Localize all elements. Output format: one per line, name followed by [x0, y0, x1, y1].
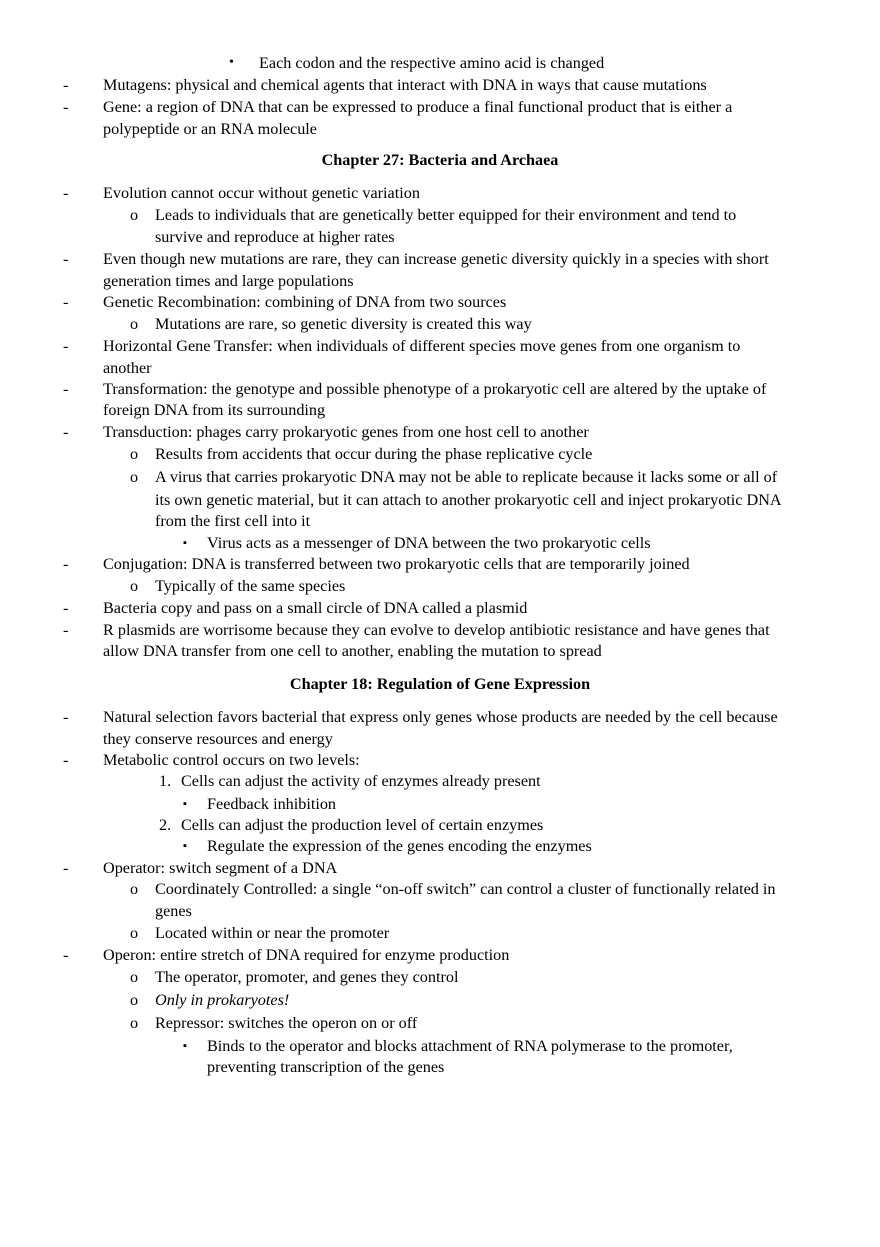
dash-marker: -: [63, 599, 69, 617]
subitem-repressor: Repressor: switches the operon on or off: [155, 1014, 418, 1032]
subitem-coordinately-cont: genes: [155, 902, 192, 920]
chapter-18-heading: Chapter 18: Regulation of Gene Expression: [289, 675, 591, 693]
square-marker: ▪: [183, 1040, 187, 1052]
item-r-plasmids-cont: allow DNA transfer from one cell to another, enabling the mutation to spread: [103, 642, 602, 660]
circle-marker: o: [130, 206, 139, 224]
subitem-mutations-rare: Mutations are rare, so genetic diversity is created this way: [155, 315, 532, 333]
item-mutations-rare-cont: generation times and large populations: [103, 272, 354, 290]
item-natural-selection: Natural selection favors bacterial that express only genes whose products are needed by the cell because: [103, 708, 778, 726]
dash-marker: -: [63, 621, 69, 639]
dash-marker: -: [63, 751, 69, 769]
dash-marker: -: [63, 859, 69, 877]
subitem-accidents: Results from accidents that occur during the phase replicative cycle: [155, 445, 593, 463]
subitem-virus: A virus that carries prokaryotic DNA may not be able to replicate because it lacks some or all of: [155, 468, 778, 486]
subitem-virus-cont: its own genetic material, but it can attach to another prokaryotic cell and inject prokaryotic DNA: [155, 491, 782, 509]
dash-marker: -: [63, 184, 69, 202]
dash-marker: -: [63, 555, 69, 573]
item-operator: Operator: switch segment of a DNA: [103, 859, 338, 877]
item-transduction: Transduction: phages carry prokaryotic genes from one host cell to another: [103, 423, 589, 441]
subitem-virus-cont2: from the first cell into it: [155, 512, 311, 530]
dash-marker: -: [63, 380, 69, 398]
circle-marker: o: [130, 968, 139, 986]
circle-marker: o: [130, 924, 139, 942]
chapter-27-heading: Chapter 27: Bacteria and Archaea: [321, 151, 559, 169]
item-r-plasmids: R plasmids are worrisome because they can evolve to develop antibiotic resistance and have genes that: [103, 621, 770, 639]
item-conjugation: Conjugation: DNA is transferred between two prokaryotic cells that are temporarily joined: [103, 555, 690, 573]
subitem-coordinately: Coordinately Controlled: a single “on-off switch” can control a cluster of functionally related in: [155, 880, 776, 898]
subsubitem-regulate: Regulate the expression of the genes encoding the enzymes: [207, 837, 592, 855]
bullet-text: Each codon and the respective amino acid is changed: [259, 54, 605, 72]
subsubitem-binds: Binds to the operator and blocks attachment of RNA polymerase to the promoter,: [207, 1037, 733, 1055]
subsubitem-binds-cont: preventing transcription of the genes: [207, 1058, 445, 1076]
square-marker: ▪: [183, 537, 187, 549]
dash-marker: -: [63, 423, 69, 441]
subsubitem-feedback: Feedback inhibition: [207, 795, 337, 813]
circle-marker: o: [130, 315, 139, 333]
item-metabolic-control: Metabolic control occurs on two levels:: [103, 751, 360, 769]
numbered-item-2: Cells can adjust the production level of certain enzymes: [181, 816, 544, 834]
dash-marker: -: [63, 98, 69, 116]
circle-marker: o: [130, 468, 139, 486]
subitem-leads-cont: survive and reproduce at higher rates: [155, 228, 395, 246]
subitem-same-species: Typically of the same species: [155, 577, 346, 595]
circle-marker: o: [130, 880, 139, 898]
item-natural-selection-cont: they conserve resources and energy: [103, 730, 333, 748]
item-plasmid: Bacteria copy and pass on a small circle of DNA called a plasmid: [103, 599, 528, 617]
item-hgt-cont: another: [103, 359, 152, 377]
square-marker: ▪: [183, 840, 187, 852]
item-hgt: Horizontal Gene Transfer: when individuals of different species move genes from one organism to: [103, 337, 741, 355]
item-mutations-rare: Even though new mutations are rare, they can increase genetic diversity quickly in a species with short: [103, 250, 769, 268]
dash-marker: -: [63, 337, 69, 355]
dash-marker: -: [63, 76, 69, 94]
number-marker: 2.: [159, 816, 172, 834]
dash-marker: -: [63, 708, 69, 726]
bullet-marker: •: [229, 55, 234, 70]
item-transformation: Transformation: the genotype and possible phenotype of a prokaryotic cell are altered by the uptake of: [103, 380, 767, 398]
subitem-located: Located within or near the promoter: [155, 924, 390, 942]
circle-marker: o: [130, 991, 139, 1009]
item-transformation-cont: foreign DNA from its surrounding: [103, 401, 326, 419]
item-gene: Gene: a region of DNA that can be expressed to produce a final functional product that is either a: [103, 98, 733, 116]
item-recombination: Genetic Recombination: combining of DNA from two sources: [103, 293, 507, 311]
dash-marker: -: [63, 250, 69, 268]
subsubitem-messenger: Virus acts as a messenger of DNA between the two prokaryotic cells: [207, 534, 651, 552]
item-operon: Operon: entire stretch of DNA required for enzyme production: [103, 946, 510, 964]
dash-marker: -: [63, 293, 69, 311]
number-marker: 1.: [159, 772, 172, 790]
circle-marker: o: [130, 1014, 139, 1032]
subitem-leads: Leads to individuals that are genetically better equipped for their environment and tend to: [155, 206, 737, 224]
item-gene-cont: polypeptide or an RNA molecule: [103, 120, 317, 138]
item-evolution: Evolution cannot occur without genetic variation: [103, 184, 420, 202]
subitem-operator-promoter: The operator, promoter, and genes they control: [155, 968, 459, 986]
subitem-only-prokaryotes: Only in prokaryotes!: [155, 991, 290, 1009]
circle-marker: o: [130, 577, 139, 595]
numbered-item-1: Cells can adjust the activity of enzymes already present: [181, 772, 541, 790]
dash-marker: -: [63, 946, 69, 964]
square-marker: ▪: [183, 798, 187, 810]
circle-marker: o: [130, 445, 139, 463]
item-mutagens: Mutagens: physical and chemical agents that interact with DNA in ways that cause mutations: [103, 76, 707, 94]
